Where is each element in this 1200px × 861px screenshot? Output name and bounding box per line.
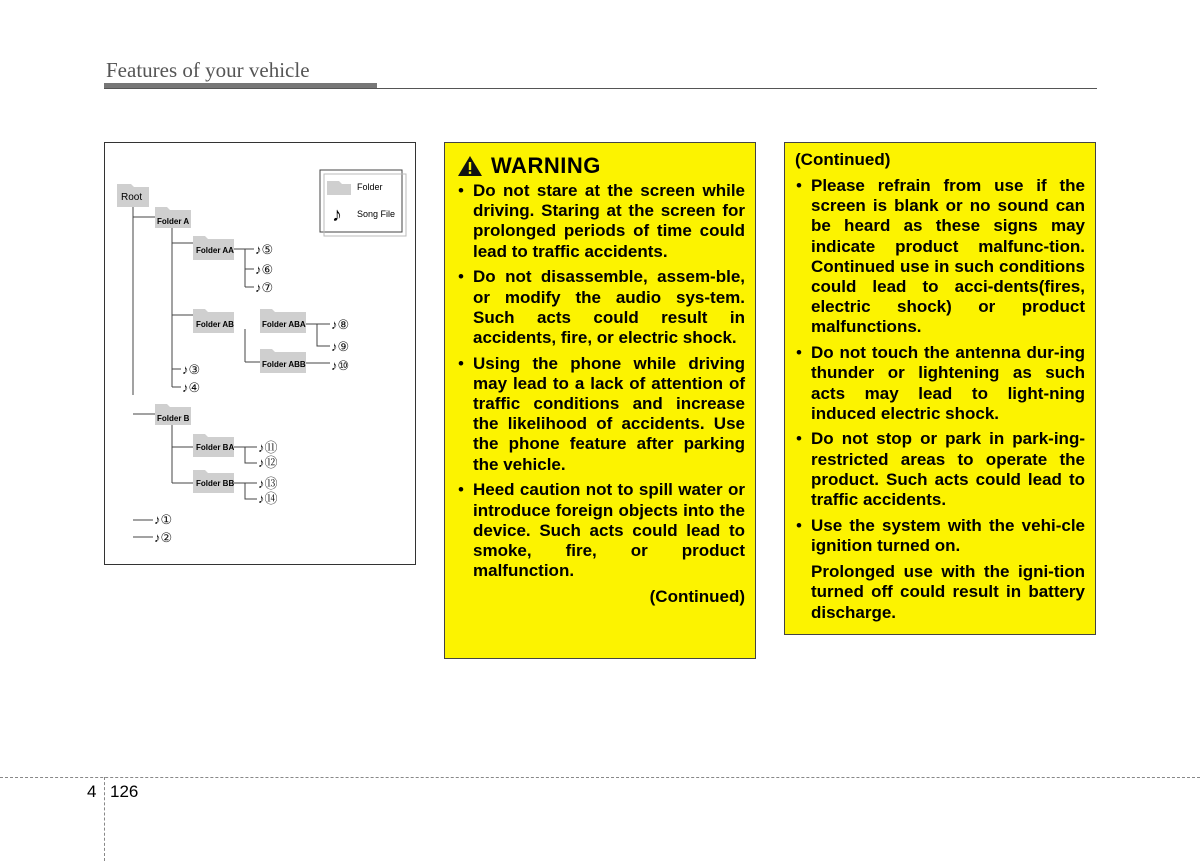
continued-note: Prolonged use with the igni-tion turned off could result in battery discharge. — [811, 562, 1085, 622]
folder-aa-label: Folder AA — [196, 246, 234, 255]
warning-list — [457, 181, 745, 581]
chapter-number: 4 — [87, 782, 97, 801]
folder-aa — [193, 236, 234, 260]
folder-tree-diagram — [104, 142, 416, 565]
song-file-9: ♪⑨ — [331, 339, 350, 354]
page-number: 126 — [110, 782, 139, 801]
legend-song-label: Song File — [357, 209, 396, 219]
warning-item: • Do not disassemble, assem-ble, or modify the audio sys-tem. Such acts could result in accidents, fire, or electric shock. — [457, 267, 745, 348]
page-header-title: Features of your vehicle — [106, 58, 310, 82]
folder-ba-label: Folder BA — [196, 443, 235, 452]
continued-item: • Use the system with the vehi-cle ignition turned on. — [795, 516, 1085, 556]
warning-item: • Heed caution not to spill water or introduce foreign objects into the device. Such acts could lead to smoke, fire, or product malfunction. — [457, 480, 745, 581]
song-file-3: ♪③ — [182, 362, 201, 377]
continued-label: (Continued) — [649, 586, 745, 606]
folder-abb-label: Folder ABB — [262, 360, 306, 369]
song-file-10: ♪⑩ — [331, 358, 350, 373]
root-folder — [117, 184, 149, 207]
continued-heading: (Continued) — [795, 150, 891, 169]
music-note-icon: ♪ — [332, 204, 342, 226]
continued-warning-box — [784, 142, 1096, 635]
legend-box — [320, 170, 406, 236]
song-file-12: ♪⑫ — [258, 455, 278, 470]
warning-box — [444, 142, 756, 659]
folder-b-label: Folder B — [157, 414, 190, 423]
legend-folder-label: Folder — [357, 182, 383, 192]
song-file-6: ♪⑥ — [255, 262, 274, 277]
continued-item: • Do not touch the antenna dur-ing thunder or lightening as such acts may lead to light-ning induced electric shock. — [795, 343, 1085, 424]
folder-abb — [260, 349, 306, 373]
folder-aba-label: Folder ABA — [262, 320, 306, 329]
song-file-5: ♪⑤ — [255, 242, 274, 257]
song-file-2: ♪② — [154, 530, 173, 545]
song-file-4: ♪④ — [182, 380, 201, 395]
warning-title: WARNING — [491, 153, 601, 178]
song-file-13: ♪⑬ — [258, 476, 278, 491]
folder-ab — [193, 309, 234, 333]
header-rule — [104, 88, 1097, 89]
root-label: Root — [121, 192, 143, 203]
folder-ab-label: Folder AB — [196, 320, 234, 329]
continued-list — [795, 176, 1085, 556]
footer-divider — [104, 777, 105, 861]
song-file-8: ♪⑧ — [331, 317, 350, 332]
footer-rule — [0, 777, 1200, 778]
folder-b — [155, 404, 191, 425]
warning-triangle-icon — [457, 155, 483, 177]
song-file-14: ♪⑭ — [258, 491, 278, 506]
song-file-1: ♪① — [154, 512, 173, 527]
folder-aba — [260, 309, 306, 333]
folder-bb-label: Folder BB — [196, 479, 235, 488]
folder-ba — [193, 434, 234, 457]
warning-item: • Do not stare at the screen while driving. Staring at the screen for prolonged periods of time could lead to traffic accidents. — [457, 181, 745, 262]
song-file-11: ♪⑪ — [258, 440, 278, 455]
continued-item: • Do not stop or park in park-ing-restricted areas to operate the product. Such acts could lead to traffic accidents. — [795, 429, 1085, 510]
continued-item: • Please refrain from use if the screen is blank or no sound can be heard as these signs may indicate product malfunc-tion. Continued use in such conditions could lead to acci-dents(fires, electric shock) or product malfunctions. — [795, 176, 1085, 338]
folder-bb — [193, 470, 234, 493]
warning-heading — [457, 151, 745, 181]
warning-item: • Using the phone while driving may lead to a lack of attention of traffic conditions and increase the likelihood of accidents. Use the phone feature after parking the vehicle. — [457, 354, 745, 475]
folder-a-label: Folder A — [157, 217, 190, 226]
folder-a — [155, 207, 191, 228]
song-file-7: ♪⑦ — [255, 280, 274, 295]
